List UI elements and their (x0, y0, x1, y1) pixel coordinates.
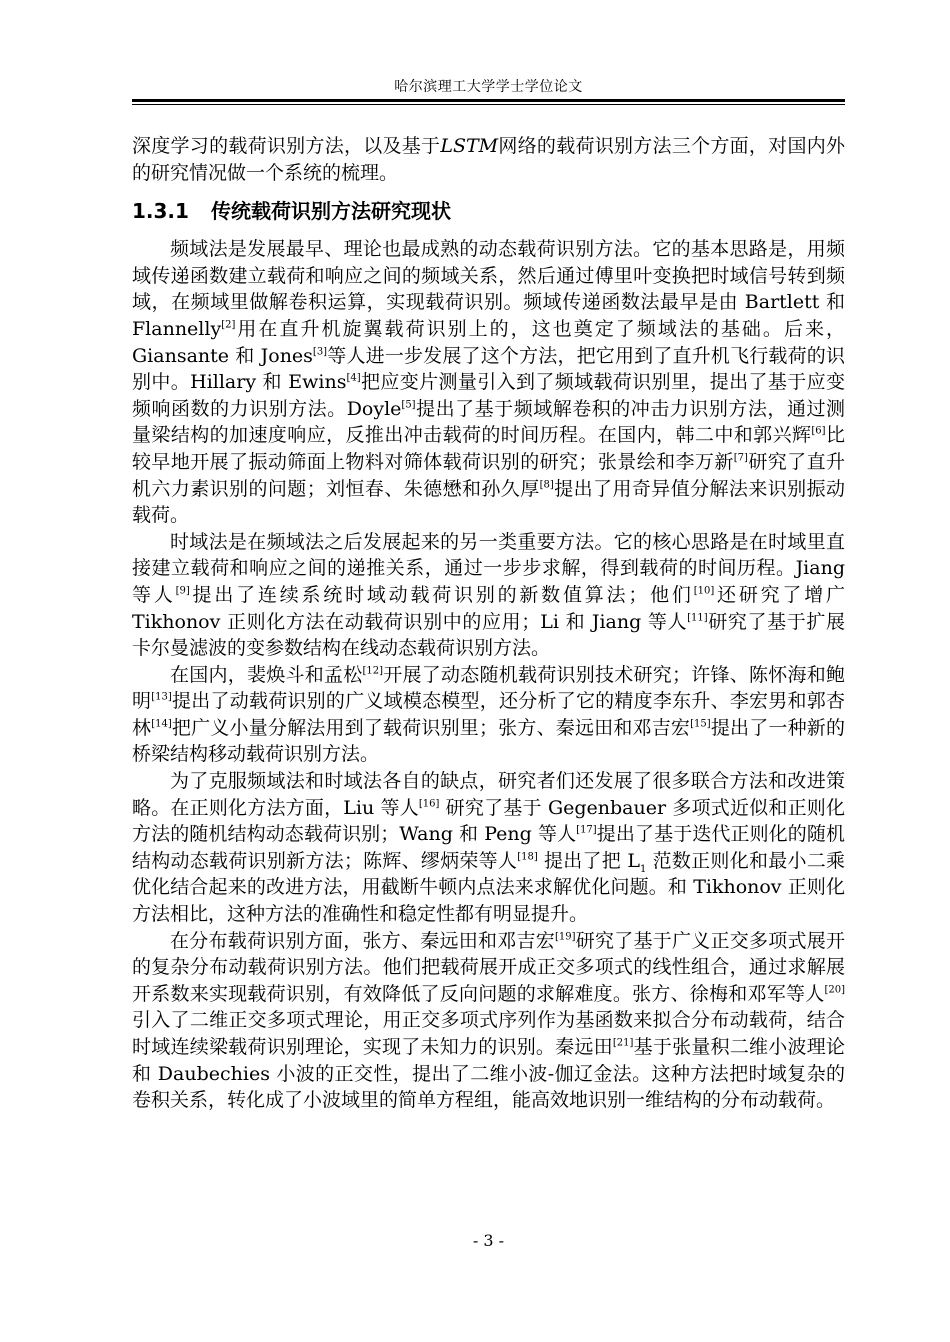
subscript: 1 (639, 863, 647, 875)
citation[interactable]: [14] (151, 718, 172, 730)
paragraph-domestic: 在国内，裴焕斗和孟松[12]开展了动态随机载荷识别技术研究；许锋、陈怀海和鲍明[13]提出了动载荷识别的广义域模态模型，还分析了它的精度李东升、李宏男和郭杏林[14]把广义小量分解法用到了载荷识别里；张方、秦远田和邓吉宏[15]提出了一种新的桥梁结构移动载荷识别方法。 (132, 663, 845, 766)
citation[interactable]: [17] (576, 824, 597, 836)
citation[interactable]: [18] (517, 851, 538, 863)
citation[interactable]: [15] (690, 718, 711, 730)
citation[interactable]: [3] (312, 346, 328, 358)
citation[interactable]: [11] (687, 612, 708, 624)
paragraph-distributed-load: 在分布载荷识别方面，张方、秦远田和邓吉宏[19]研究了基于广义正交多项式展开的复杂分布动载荷识别方法。他们把载荷展开成正交多项式的线性组合，通过求解展开系数来实现载荷识别，有效降低了反向问题的求解难度。张方、徐梅和邓军等人[20] 引入了二维正交多项式理论，用正交多项式序列作为基函数来拟合分布动载荷，结合时域连续梁载荷识别理论，实现了未知力的识别。秦远田[21]基于张量积二维小波理论和 Daubechies 小波的正交性，提出了二维小波-伽辽金法。这种方法把时域复杂的卷积关系，转化成了小波域里的简单方程组，能高效地识别一维结构的分布动载荷。 (132, 929, 845, 1112)
citation[interactable]: [6] (811, 426, 826, 438)
section-title: 传统载荷识别方法研究现状 (210, 199, 451, 224)
section-number: 1.3.1 (132, 199, 189, 224)
citation[interactable]: [20] (824, 984, 845, 996)
paragraph-time-domain: 时域法是在频域法之后发展起来的另一类重要方法。它的核心思路是在时域里直接建立载荷和响应之间的递推关系，通过一步步求解，得到载荷的时间历程。Jiang 等人[9]提出了连续系统时域动载荷识别的新数值算法；他们[10]还研究了增广 Tikhonov 正则化方法在动载荷识别中的应用；Li 和 Jiang 等人[11]研究了基于扩展卡尔曼滤波的变参数结构在线动态载荷识别方法。 (132, 530, 845, 660)
citation[interactable]: [10] (693, 585, 715, 597)
citation[interactable]: [2] (221, 319, 236, 331)
paragraph-regularization: 为了克服频域法和时域法各自的缺点，研究者们还发展了很多联合方法和改进策略。在正则化方法方面，Liu 等人[16] 研究了基于 Gegenbauer 多项式近似和正则化方法的随机结构动态载荷识别；Wang 和 Peng 等人[17]提出了基于迭代正则化的随机结构动态载荷识别新方法；陈辉、缪炳荣等人[18] 提出了把 $L_1$ 范数正则化和最小二乘优化结合起来的改进方法，用截断牛顿内点法来求解优化问题。和 Tikhonov 正则化方法相比，这种方法的准确性和稳定性都有明显提升。 (132, 770, 845, 926)
lstm-term: LSTM (440, 135, 499, 157)
page-number: - 3 - (472, 1231, 505, 1250)
citation[interactable]: [16] (418, 798, 440, 810)
citation[interactable]: [4] (346, 372, 361, 384)
paragraph-frequency-domain: 频域法是发展最早、理论也最成熟的动态载荷识别方法。它的基本思路是，用频域传递函数建立载荷和响应之间的频域关系，然后通过傅里叶变换把时域信号转到频域，在频域里做解卷积运算，实现载荷识别。频域传递函数法最早是由 Bartlett 和 Flannelly[2]用在直升机旋翼载荷识别上的，这也奠定了频域法的基础。后来，Giansante 和 Jones[3]等人进一步发展了这个方法，把它用到了直升机飞行载荷的识别中。Hillary 和 Ewins[4]把应变片测量引入到了频域载荷识别里，提出了基于应变频响函数的力识别方法。Doyle[5]提出了基于频域解卷积的冲击力识别方法，通过测量梁结构的加速度响应，反推出冲击载荷的时间历程。在国内，韩二中和郭兴辉[6]比较早地开展了振动筛面上物料对筛体载荷识别的研究；张景绘和李万新[7]研究了直升机六力素识别的问题；刘恒春、朱德懋和孙久厚[8]提出了用奇异值分解法来识别振动载荷。 (132, 238, 845, 527)
header-rule-thick (132, 99, 845, 102)
citation[interactable]: [12] (362, 665, 384, 677)
section-heading (132, 196, 845, 226)
citation[interactable]: [9] (175, 585, 190, 597)
citation[interactable]: [19] (554, 931, 576, 943)
citation[interactable]: [7] (733, 452, 748, 464)
citation[interactable]: [21] (612, 1037, 634, 1049)
citation[interactable]: [13] (151, 691, 172, 703)
citation[interactable]: [5] (401, 399, 416, 411)
citation[interactable]: [8] (539, 479, 554, 491)
header-rule-thin (132, 104, 845, 105)
running-header: 哈尔滨理工大学学士学位论文 (394, 79, 583, 95)
intro-paragraph: 深度学习的载荷识别方法，以及基于LSTM网络的载荷识别方法三个方面，对国内外的研究情况做一个系统的梳理。 (132, 135, 845, 184)
body-content (132, 133, 845, 1114)
